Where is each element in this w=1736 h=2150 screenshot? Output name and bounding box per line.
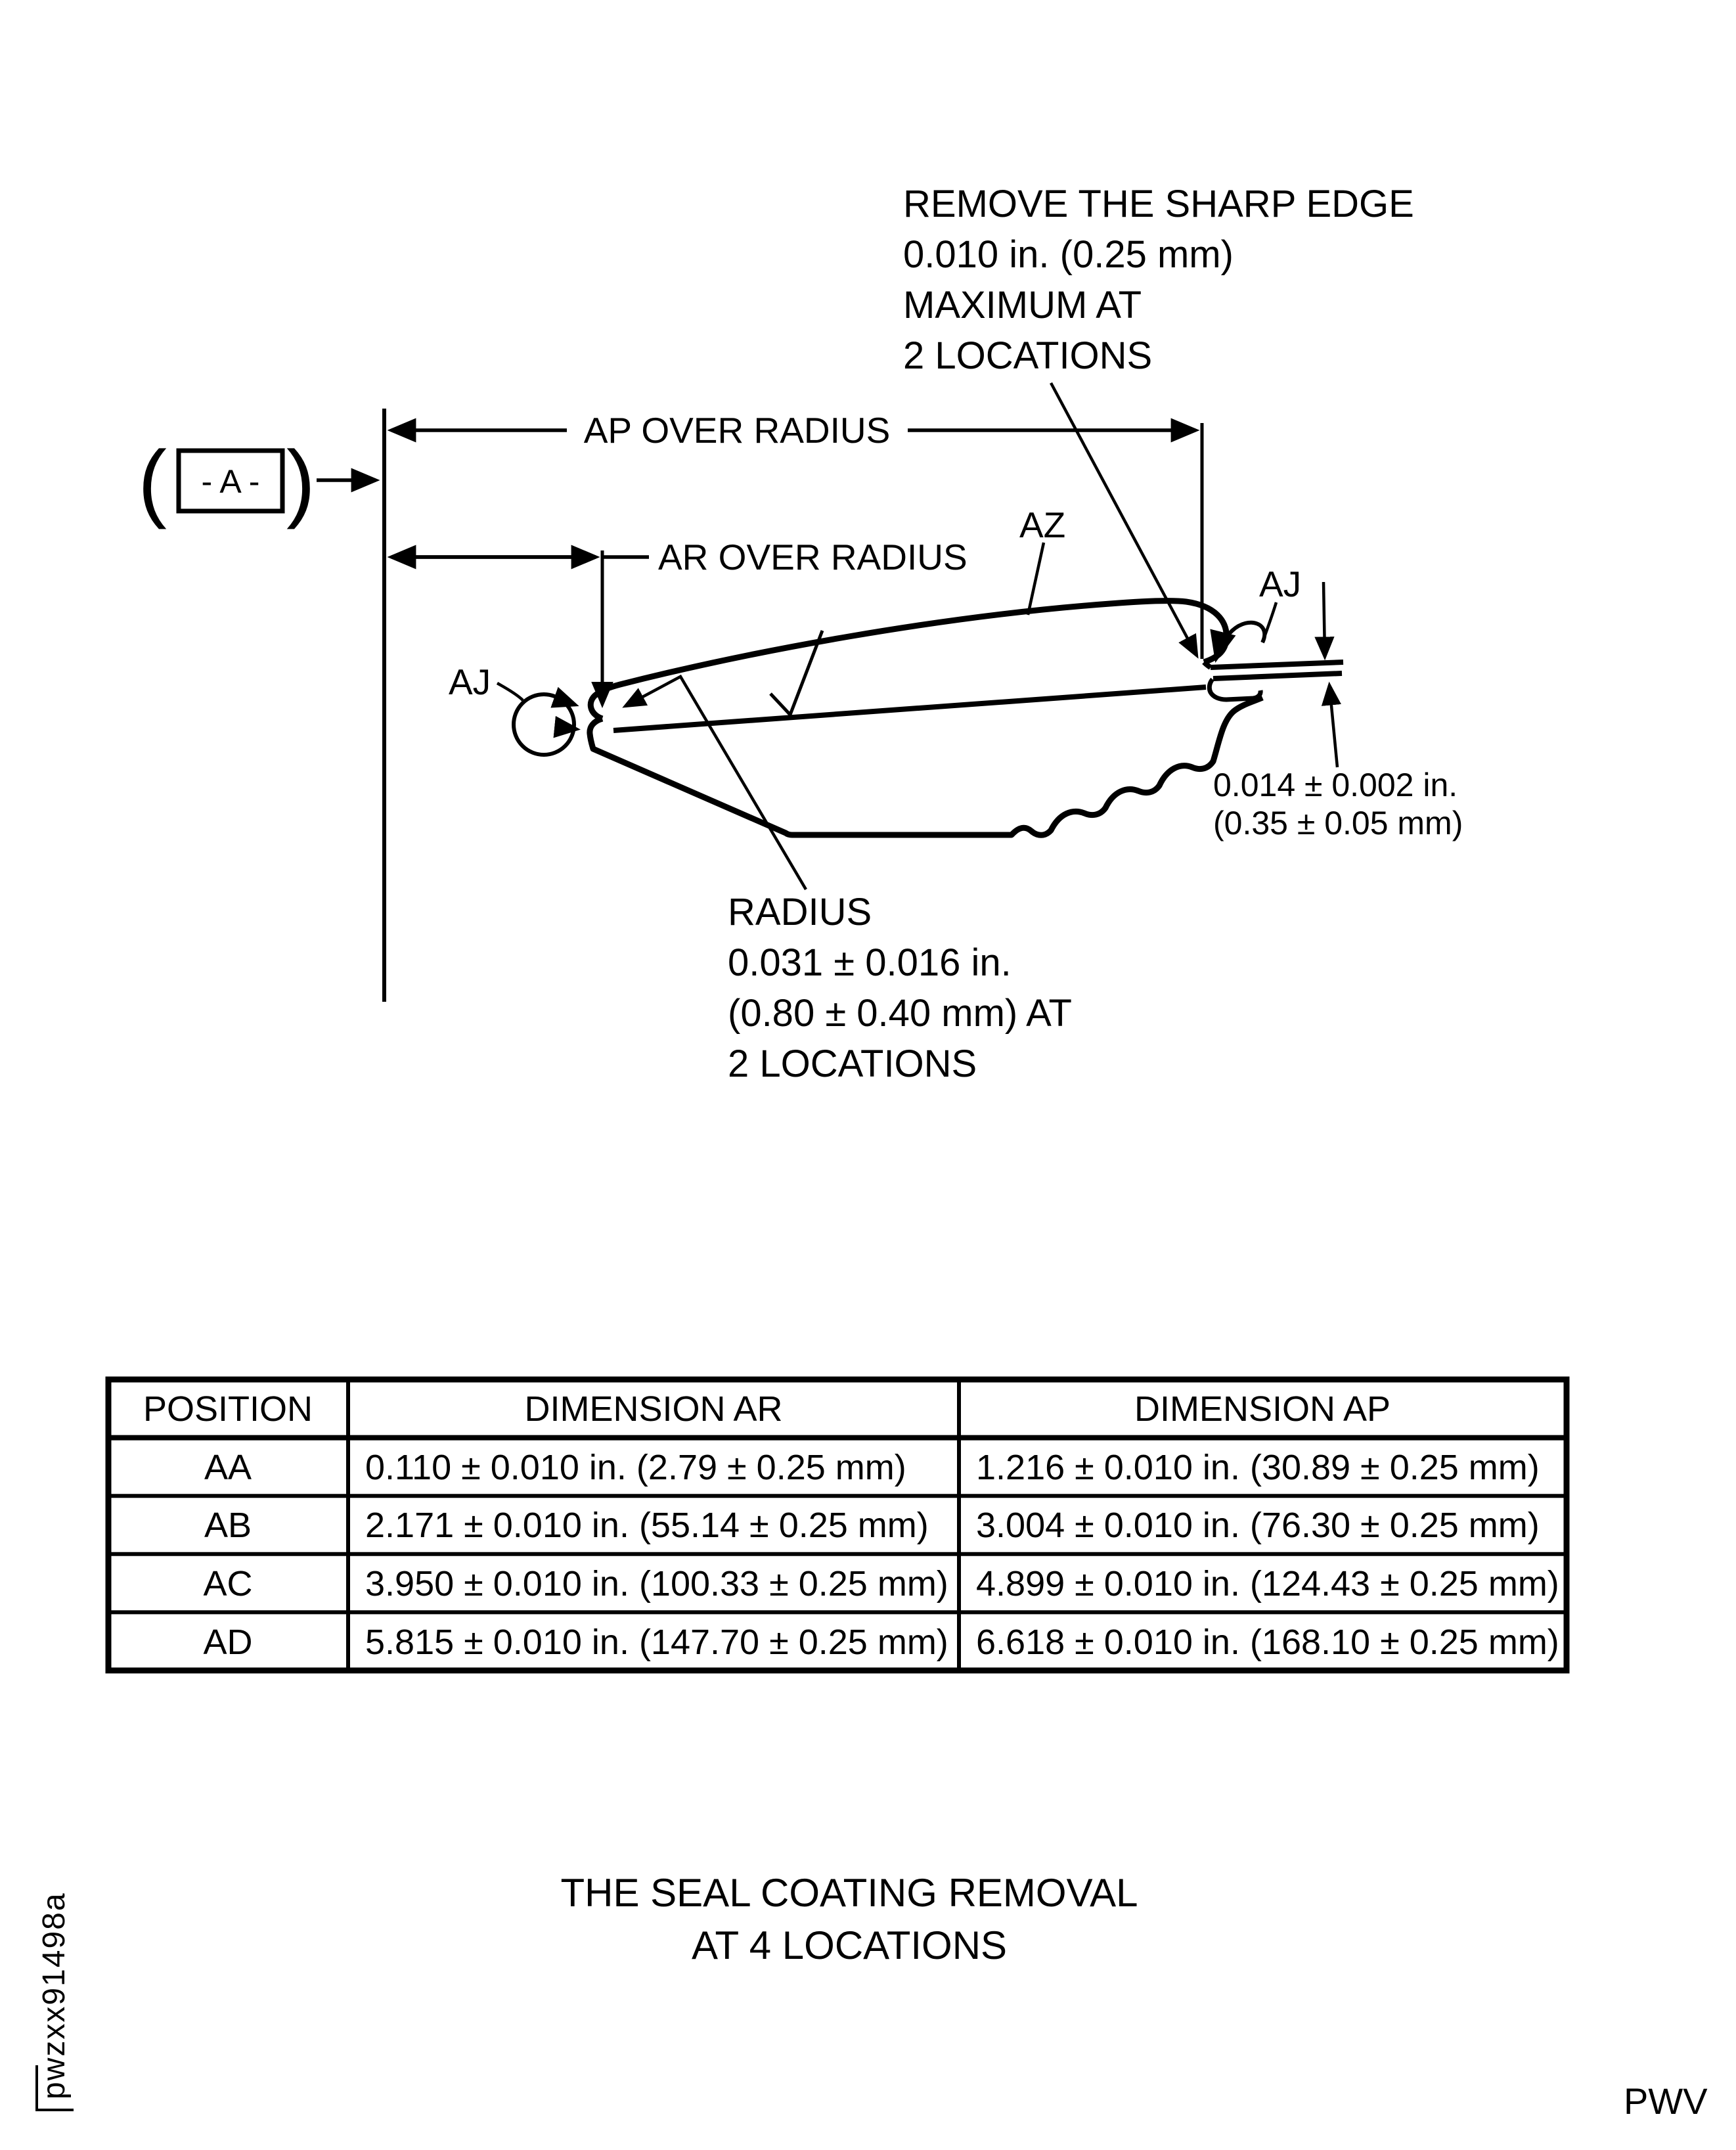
- cell-dimension-ar: 5.815 ± 0.010 in. (147.70 ± 0.25 mm): [365, 1623, 948, 1662]
- cell-dimension-ap: 6.618 ± 0.010 in. (168.10 ± 0.25 mm): [976, 1623, 1559, 1662]
- radius-note-line: 2 LOCATIONS: [728, 1042, 977, 1085]
- table-header-position: POSITION: [143, 1389, 313, 1429]
- table-row: [203, 1564, 1559, 1603]
- seal-tab-lower-edge: [1213, 673, 1342, 679]
- ar-dimension-label: AR OVER RADIUS: [658, 537, 968, 577]
- az-label: AZ: [1019, 504, 1066, 545]
- cell-dimension-ap: 1.216 ± 0.010 in. (30.89 ± 0.25 mm): [976, 1448, 1540, 1487]
- remove-sharp-edge-note: [903, 183, 1414, 656]
- thickness-upper-arrow: [1324, 582, 1325, 657]
- caption-line: AT 4 LOCATIONS: [691, 1923, 1008, 1967]
- radius-note: [625, 677, 1072, 1085]
- remove-note-leader-line: [1051, 383, 1197, 656]
- note-line: MAXIMUM AT: [903, 284, 1142, 326]
- cell-position: AC: [203, 1564, 253, 1603]
- cell-dimension-ar: 0.110 ± 0.010 in. (2.79 ± 0.25 mm): [365, 1448, 906, 1487]
- cell-dimension-ap: 4.899 ± 0.010 in. (124.43 ± 0.25 mm): [976, 1564, 1559, 1603]
- dimension-table: [108, 1379, 1567, 1670]
- table-row: [204, 1448, 1540, 1487]
- ap-dimension: [391, 410, 1202, 659]
- aj-callout-left: [449, 661, 577, 755]
- cell-dimension-ar: 2.171 ± 0.010 in. (55.14 ± 0.25 mm): [365, 1506, 929, 1545]
- radius-leader-line: [625, 677, 806, 889]
- aj-left-arrow-lower: [564, 728, 577, 729]
- tab-root-notch: [1209, 679, 1260, 700]
- caption-line: THE SEAL COATING REMOVAL: [560, 1871, 1138, 1915]
- aj-left-loop: [514, 694, 574, 755]
- table-header-dimension-ap: DIMENSION AP: [1134, 1389, 1391, 1429]
- datum-close-paren: ): [286, 433, 315, 529]
- seal-tab-upper-edge: [1211, 662, 1343, 667]
- figure-id: pwzxx91498a: [37, 1892, 72, 2099]
- cell-dimension-ar: 3.950 ± 0.010 in. (100.33 ± 0.25 mm): [365, 1564, 948, 1603]
- page-code: PWV: [1624, 2080, 1708, 2122]
- az-leader-line: [1028, 543, 1044, 615]
- cell-dimension-ap: 3.004 ± 0.010 in. (76.30 ± 0.25 mm): [976, 1506, 1540, 1545]
- note-line: 2 LOCATIONS: [903, 334, 1153, 377]
- table-row: [203, 1623, 1559, 1662]
- cell-position: AB: [204, 1506, 252, 1545]
- radius-note-line: (0.80 ± 0.40 mm) AT: [728, 992, 1072, 1035]
- radius-note-line: RADIUS: [728, 891, 872, 933]
- airfoil-top-surface: [590, 601, 1226, 719]
- note-line: REMOVE THE SHARP EDGE: [903, 183, 1414, 225]
- datum-open-paren: (: [138, 433, 167, 529]
- figure-caption: [560, 1871, 1138, 1967]
- thickness-lower-arrow: [1329, 685, 1337, 767]
- aj-label-left: AJ: [449, 661, 491, 702]
- table-row: [204, 1506, 1540, 1545]
- datum-label: - A -: [201, 463, 260, 500]
- radius-note-line: 0.031 ± 0.016 in.: [728, 941, 1012, 984]
- thickness-note-line: (0.35 ± 0.05 mm): [1213, 805, 1463, 841]
- ap-dimension-label: AP OVER RADIUS: [583, 410, 891, 451]
- datum-callout: [138, 433, 376, 529]
- cell-position: AA: [204, 1448, 252, 1487]
- az-callout: [1019, 504, 1065, 615]
- aj-label-right: AJ: [1259, 564, 1302, 604]
- table-header-dimension-ar: DIMENSION AR: [524, 1389, 783, 1429]
- aj-callout-right: [1216, 564, 1301, 658]
- aj-left-leader-line: [497, 683, 523, 700]
- thickness-note-line: 0.014 ± 0.002 in.: [1213, 767, 1458, 803]
- cell-position: AD: [203, 1623, 253, 1662]
- shank-break-outline: [590, 698, 1262, 835]
- airfoil-lower-surface: [613, 687, 1206, 730]
- note-line: 0.010 in. (0.25 mm): [903, 233, 1234, 276]
